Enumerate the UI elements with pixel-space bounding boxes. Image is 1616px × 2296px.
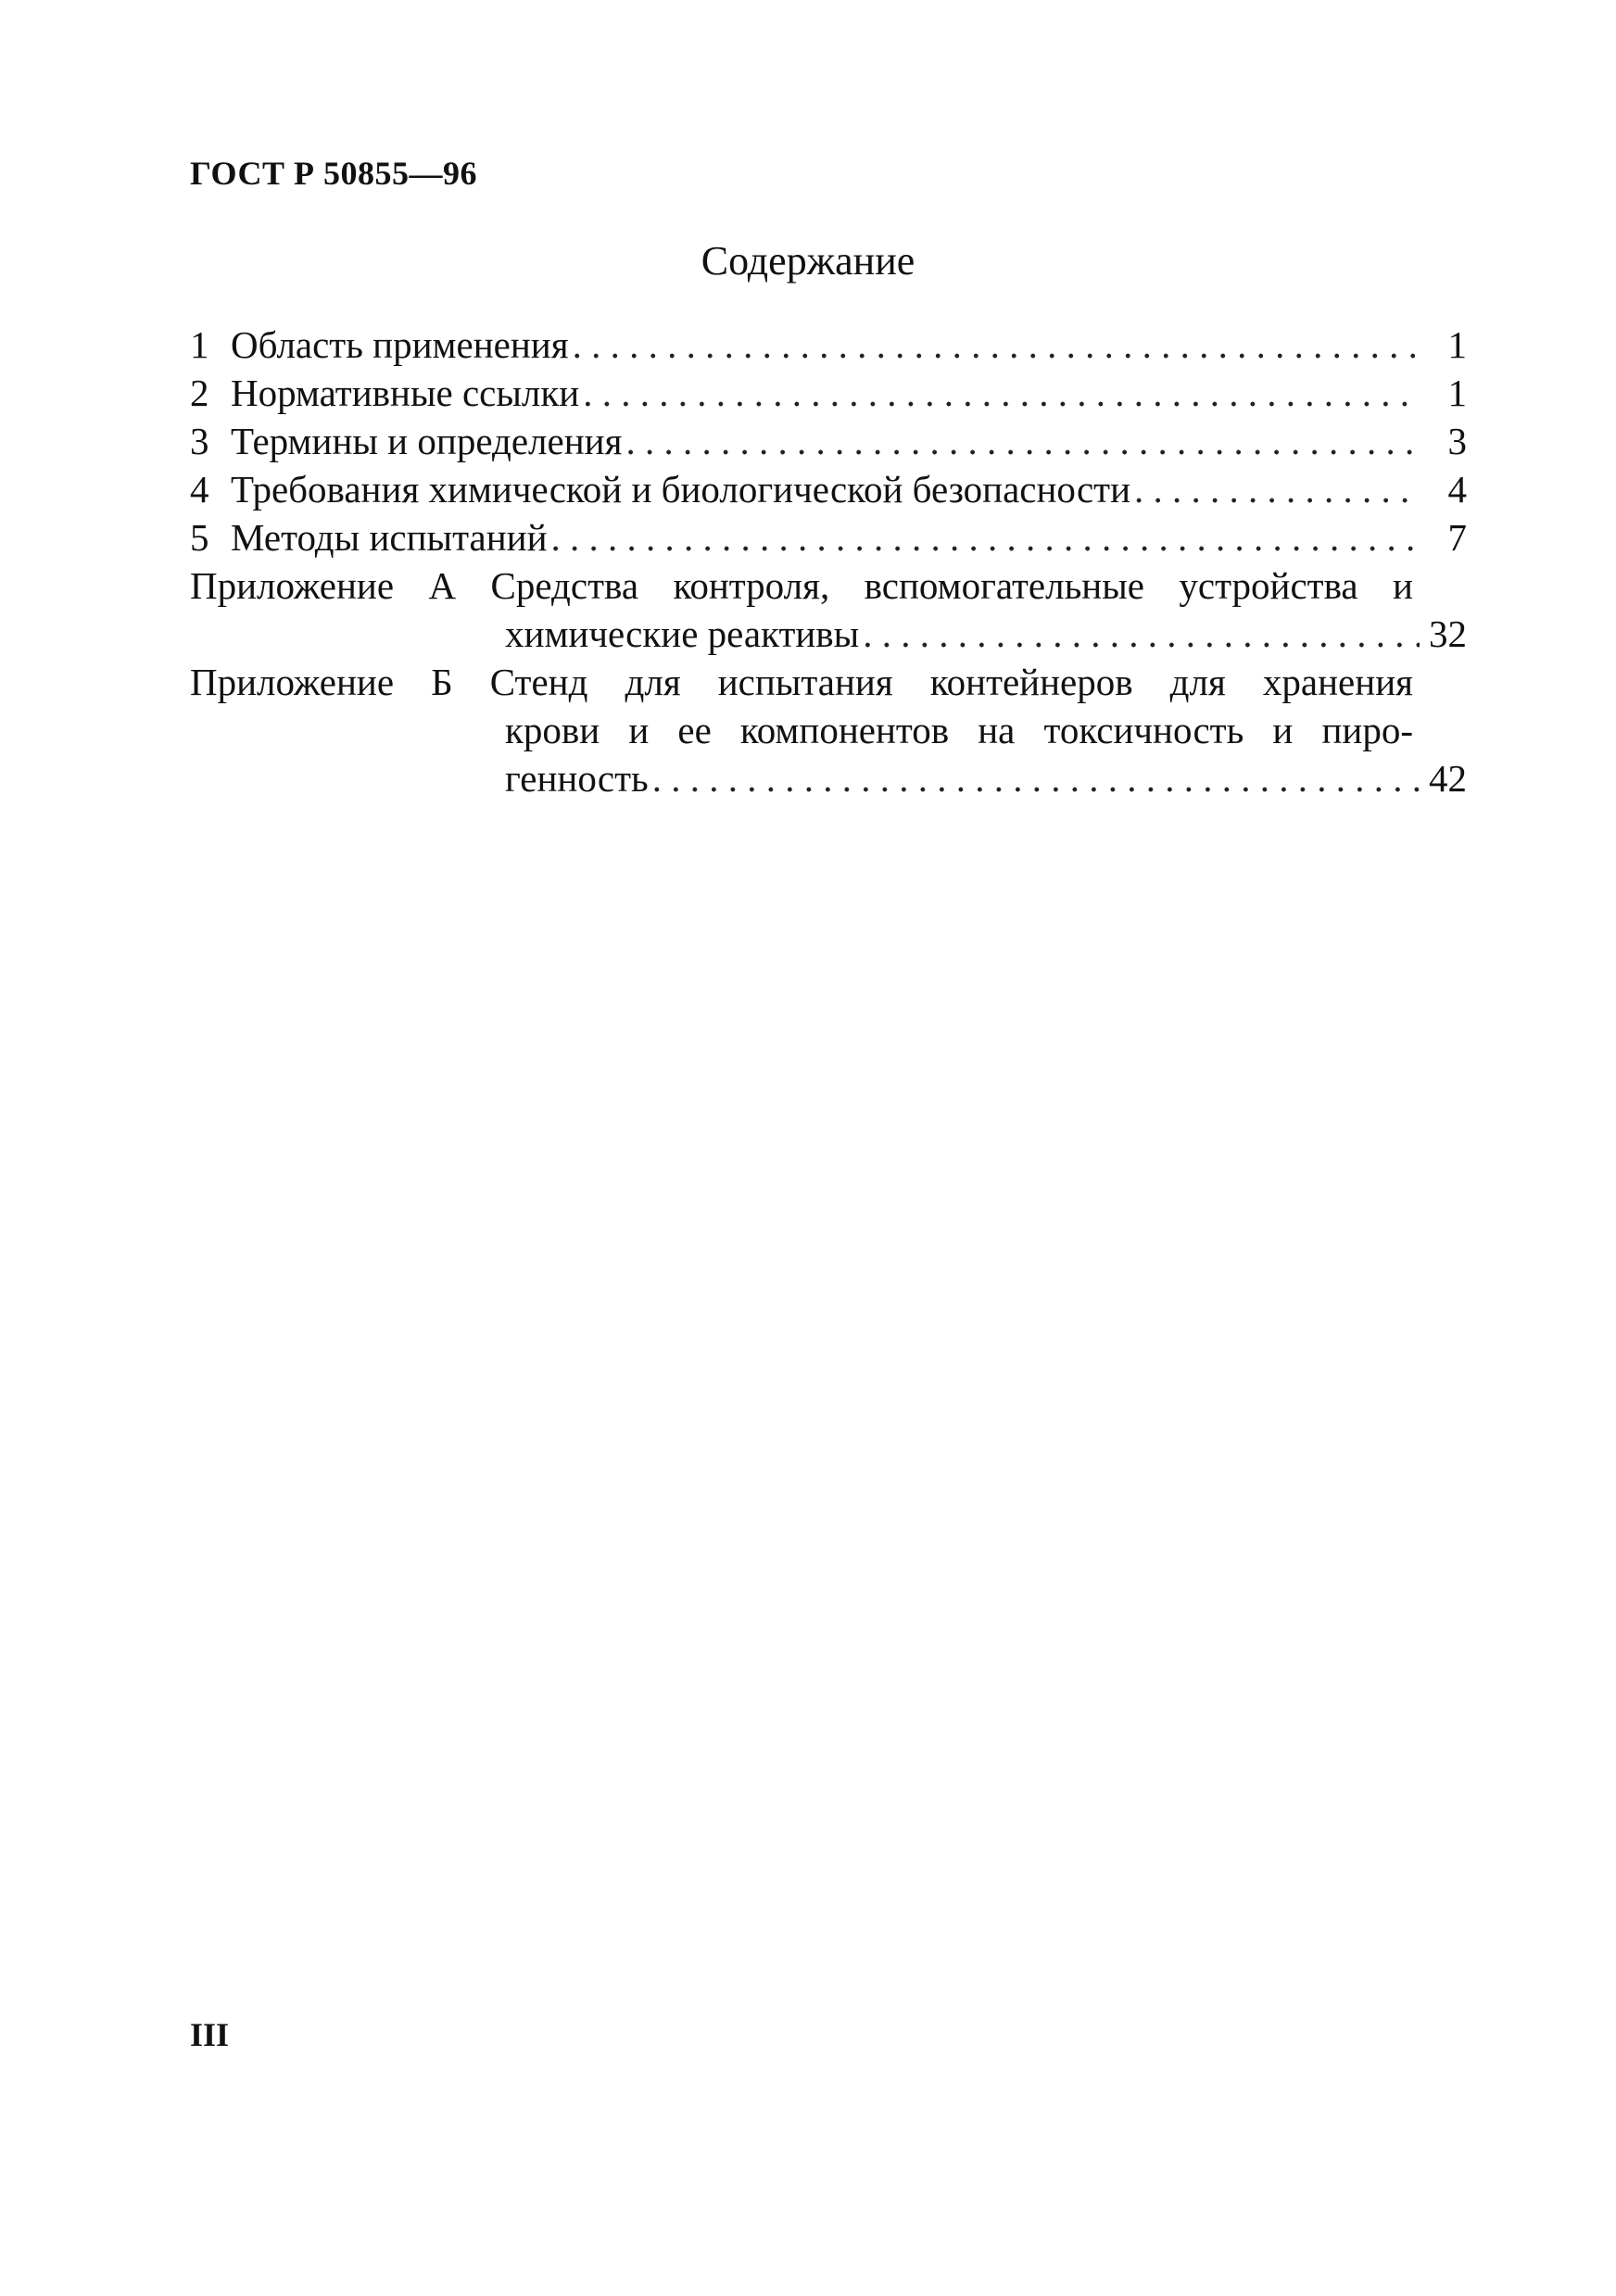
toc-item-label: Термины и определения (231, 420, 623, 462)
toc-item[interactable] (190, 417, 1467, 465)
toc-item-label: Область применения (231, 323, 569, 366)
toc-item[interactable] (190, 321, 1467, 369)
toc-item[interactable] (190, 465, 1467, 513)
toc-item-number: 1 (190, 323, 209, 366)
toc-item-label: Нормативные ссылки (231, 372, 580, 414)
toc-item-page: 42 (1429, 757, 1467, 800)
leader-dots (1134, 465, 1420, 513)
table-of-contents (190, 321, 1467, 802)
toc-item-number: 3 (190, 420, 209, 462)
toc-appendix-a[interactable] (190, 561, 1467, 658)
appendix-title-line: Приложение Б Стенд для испытания контейнеров для хранения (190, 661, 1413, 703)
appendix-last-line (190, 754, 1467, 802)
toc-item[interactable] (190, 369, 1467, 417)
page-number: III (190, 2016, 230, 2053)
appendix-continuation-line: крови и ее компонентов на токсичность и пиро- (505, 709, 1413, 751)
leader-dots (625, 417, 1420, 465)
leader-dots (863, 610, 1420, 658)
toc-item-label: Методы испытаний (231, 516, 548, 559)
toc-item-label: Требования химической и биологической безопасности (231, 468, 1131, 511)
toc-item-page: 1 (1447, 323, 1467, 366)
toc-item-page: 3 (1447, 420, 1467, 462)
leader-dots (573, 321, 1420, 369)
leader-dots (583, 369, 1420, 417)
toc-item-number: 5 (190, 516, 209, 559)
appendix-label-end: химические реактивы (505, 612, 860, 655)
toc-appendix-b[interactable] (190, 658, 1467, 802)
leader-dots (652, 754, 1420, 802)
appendix-label-end: генность (505, 757, 649, 800)
appendix-last-line (190, 610, 1467, 658)
toc-item-page: 1 (1447, 372, 1467, 414)
toc-item-page: 4 (1447, 468, 1467, 511)
toc-item[interactable] (190, 513, 1467, 561)
toc-item-number: 4 (190, 468, 209, 511)
document-id: ГОСТ Р 50855—96 (190, 155, 477, 192)
toc-item-number: 2 (190, 372, 209, 414)
leader-dots (551, 513, 1420, 561)
appendix-title-line: Приложение А Средства контроля, вспомогательные устройства и (190, 564, 1413, 607)
toc-item-page: 7 (1447, 516, 1467, 559)
toc-item-page: 32 (1429, 612, 1467, 655)
page-title: Содержание (701, 238, 915, 284)
